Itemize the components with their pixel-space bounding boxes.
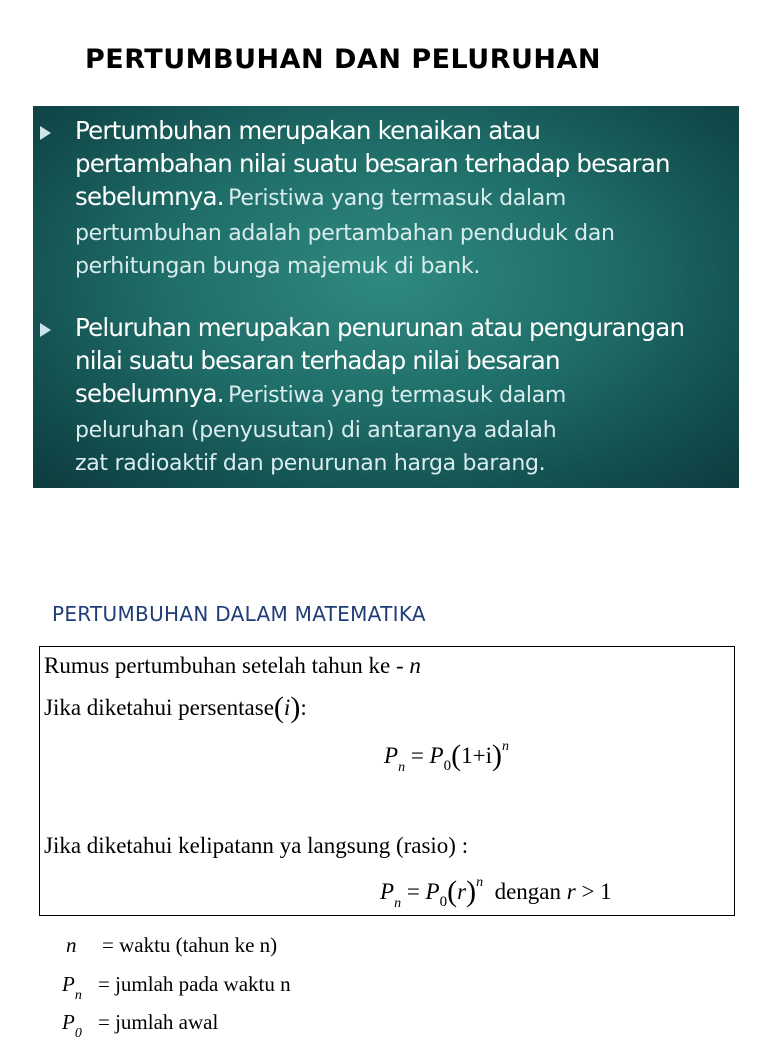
- ratio-line: [44, 833, 468, 859]
- formula-lhs: P: [384, 743, 399, 768]
- bold-line: Pertumbuhan merupakan kenaikan atau: [75, 116, 541, 145]
- ratio-text: Jika diketahui kelipatann ya langsung (rasio) :: [44, 833, 469, 858]
- legend-description: = waktu (tahun ke n): [102, 933, 278, 957]
- percentage-line: Jika diketahui persentase(i):: [44, 691, 307, 724]
- bullet-arrow-icon: [40, 323, 51, 337]
- light-line: peluruhan (penyusutan) di antaranya adalah: [75, 418, 557, 443]
- legend-symbol: n: [66, 933, 77, 957]
- formula-intro-line: [44, 653, 421, 679]
- bold-line: pertambahan nilai suatu besaran terhadap besaran: [75, 149, 670, 178]
- formula-lhs: P: [380, 879, 395, 904]
- formula-inner: 1+i: [461, 743, 492, 768]
- formula-growth-percentage: $P_n = P_0(1+i)^n$: [384, 739, 509, 775]
- formula-equals: =: [406, 879, 420, 904]
- condition-variable: r: [566, 879, 576, 904]
- light-line: zat radioaktif dan penurunan harga barang.: [75, 451, 546, 476]
- section-title: PERTUMBUHAN DALAM MATEMATIKA: [52, 602, 426, 626]
- light-part: Peristiwa yang termasuk dalam: [228, 383, 567, 408]
- bullet-text: [75, 311, 737, 480]
- formula-lhs-sub: n: [394, 896, 402, 911]
- legend-description: = jumlah awal: [98, 1010, 219, 1034]
- bold-part: sebelumnya.: [75, 182, 224, 211]
- percentage-colon: :: [300, 695, 307, 720]
- definition-banner: [33, 106, 739, 488]
- formula-p-sub: 0: [443, 758, 452, 774]
- page-title: PERTUMBUHAN DAN PELURUHAN: [85, 44, 602, 75]
- mixed-line: [75, 377, 737, 414]
- light-line: perhitungan bunga majemuk di bank.: [75, 254, 481, 279]
- formula-box: [39, 646, 735, 916]
- formula-equals: =: [410, 743, 424, 768]
- bold-line: nilai suatu besaran terhadap nilai besaran: [75, 346, 560, 375]
- legend-symbol: $P_0$: [62, 1010, 82, 1041]
- intro-text: Rumus pertumbuhan setelah tahun ke -: [44, 653, 410, 678]
- light-line: pertumbuhan adalah pertambahan penduduk dan: [75, 221, 615, 246]
- bold-part: sebelumnya.: [75, 379, 224, 408]
- bullet-text: [75, 114, 737, 283]
- formula-exponent: n: [501, 739, 509, 754]
- formula-lhs-sub: n: [398, 760, 406, 775]
- bold-line: Peluruhan merupakan penurunan atau pengurangan: [75, 313, 685, 342]
- light-part: Peristiwa yang termasuk dalam: [228, 186, 567, 211]
- formula-p: P: [429, 743, 444, 768]
- legend-description: = jumlah pada waktu n: [98, 972, 291, 996]
- bullet-arrow-icon: [40, 126, 51, 140]
- condition-text: dengan: [494, 879, 561, 904]
- percentage-text: Jika diketahui persentase: [44, 695, 274, 720]
- legend-symbol: $P_n$: [62, 972, 82, 1003]
- mixed-line: [75, 180, 737, 217]
- formula-p-sub: 0: [439, 894, 448, 910]
- condition-relation: > 1: [581, 879, 612, 904]
- formula-exponent: n: [476, 875, 484, 890]
- formula-p: P: [425, 879, 440, 904]
- formula-inner: r: [457, 879, 467, 904]
- formula-growth-ratio: $P_n = P_0(r)^n$ dengan r > 1: [380, 875, 612, 911]
- intro-variable: n: [409, 653, 421, 678]
- percentage-variable: i: [283, 695, 291, 720]
